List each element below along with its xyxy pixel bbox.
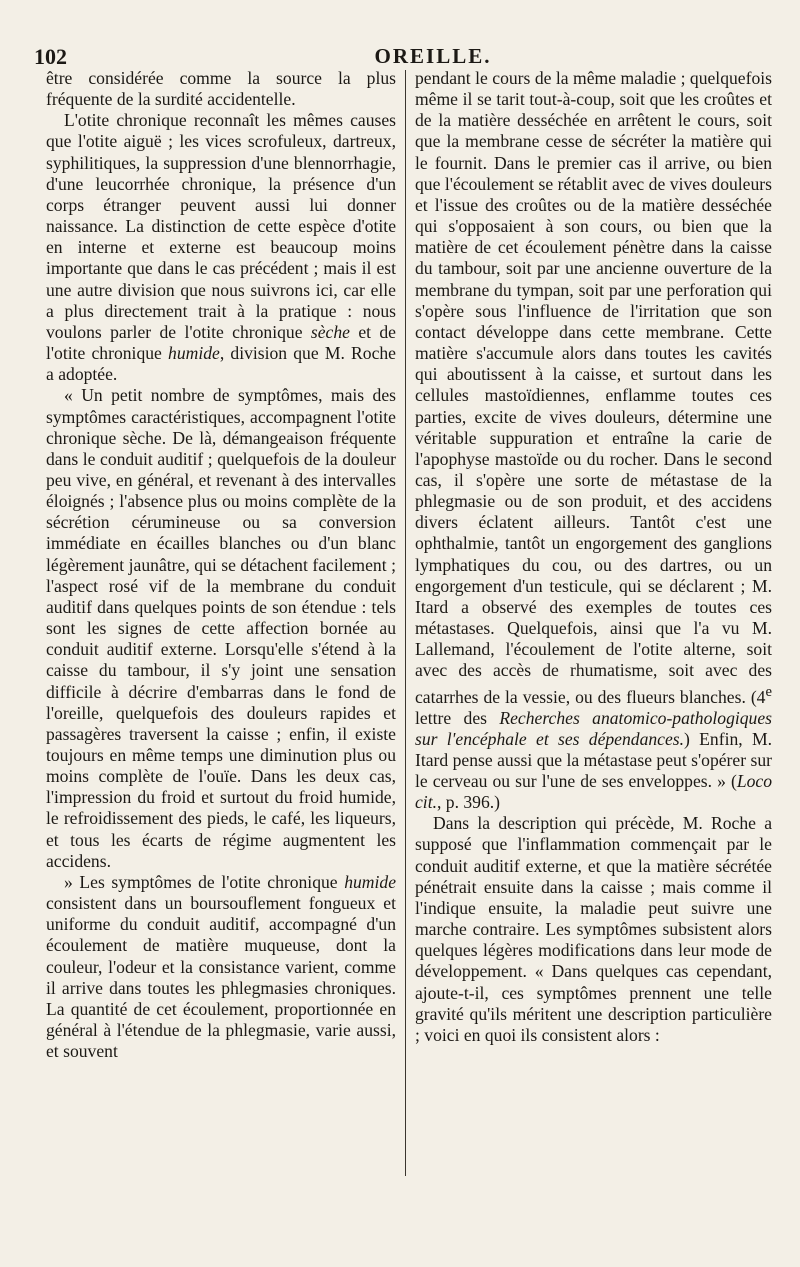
- column-divider: [405, 70, 406, 1176]
- paragraph: pendant le cours de la même maladie ; quelquefois même il se tarit tout-à-coup, soit que les croûtes et de la matière desséchée en arrêtent le cours, soit que la membrane cesse de sécréter la matière qui le fournit. Dans le premier cas il arrive, ou bien que l'écoulement se rétablit avec de vives douleurs et l'issue des croûtes ou de la matière desséchée qui s'opposaient à son cours, ou bien que la matière de cet écoulement pénètre dans la caisse du tambour, soit par une ancienne ouverture de la membrane du tympan, soit par une perforation qui s'opère sous l'influence de l'irritation que son contact développe dans cette membrane. Cette matière s'accumule alors dans toutes les cavités qui aboutissent à la caisse, et surtout dans les cellules mastoïdiennes, enflamme toutes ces parties, excite de vives douleurs, détermine une véritable suppuration et entraîne la carie de l'apophyse mastoïde ou du rocher. Dans le second cas, il s'opère une sorte de métastase de la phlegmasie ou de son produit, et des accidens divers éclatent ailleurs. Tantôt c'est une ophthalmie, tantôt un engorgement des ganglions lymphatiques du cou, ou des dartres, ou un engorgement d'un testicule, qui se déclarent ; M. Itard a observé des exemples de toutes ces métastases. Quelquefois, ainsi que l'a vu M. Lallemand, l'écoulement de l'otite alterne, soit avec des accès de rhumatisme, soit avec des catarrhes de la vessie, ou des flueurs blanches. (4e lettre des Recherches anatomico-pathologiques sur l'encéphale et ses dépendances.) Enfin, M. Itard pense aussi que la métastase peut s'opérer sur le cerveau ou sur l'une de ses enveloppes. » (Loco cit., p. 396.): [415, 68, 772, 813]
- paragraph: » Les symptômes de l'otite chronique humide consistent dans un boursouflement fongueux et uniforme du conduit auditif, accompagné d'un écoulement de matière muqueuse, dont la couleur, l'odeur et la consistance varient, comme il arrive dans toutes les phlegmasies chroniques. La quantité de cet écoulement, proportionnée en général à l'étendue de la phlegmasie, varie aussi, et souvent: [46, 871, 396, 1062]
- paragraph: être considérée comme la source la plus fréquente de la surdité accidentelle.: [46, 68, 396, 110]
- page-number: 102: [34, 44, 67, 69]
- paragraph: L'otite chronique reconnaît les mêmes causes que l'otite aiguë ; les vices scrofuleux, dartreux, syphilitiques, la suppression d'une blennorrhagie, d'une leucorrhée chronique, la présence d'un corps étranger peuvent aussi lui donner naissance. La distinction de cette espèce d'otite en interne et externe est beaucoup moins importante que dans le cas précédent ; mais il est une autre division que nous suivrons ici, car elle a plus directement trait à la pratique : nous voulons parler de l'otite chronique sèche et de l'otite chronique humide, division que M. Roche a adoptée.: [46, 110, 396, 385]
- right-column: [415, 68, 772, 1248]
- running-title: OREILLE.: [374, 44, 492, 68]
- paragraph: Dans la description qui précède, M. Roche a supposé que l'inflammation commençait par le conduit auditif externe, et que la matière sécrétée pénétrait ensuite dans la caisse ; mais comme il l'indique ensuite, la maladie peut suivre une marche contraire. Les symptômes subsistent alors quelques légères modifications dans leur mode de développement. « Dans quelques cas cependant, ajoute-t-il, ces symptômes prennent une telle gravité qu'ils méritent une description particulière ; voici en quoi ils consistent alors :: [415, 813, 772, 1045]
- paragraph: « Un petit nombre de symptômes, mais des symptômes caractéristiques, accompagnent l'otite chronique sèche. De là, démangeaison fréquente dans le conduit auditif ; quelquefois de la douleur peu vive, en général, et revenant à des intervalles éloignés ; l'absence plus ou moins complète de la sécrétion cérumineuse ou sa conversion immédiate en écailles blanches ou d'un blanc légèrement jaunâtre, qui se détachent facilement ; l'aspect rosé vif de la membrane du conduit auditif dans quelques points de son étendue : tels sont les signes de cette affection bornée au conduit auditif externe. Lorsqu'elle s'étend à la caisse du tambour, il s'y joint une sensation difficile à décrire d'embarras dans le fond de l'oreille, quelquefois des douleurs rapides et passagères traversent la caisse ; enfin, il existe toujours en même temps une diminution plus ou moins complète de l'ouïe. Dans les deux cas, l'impression du froid et surtout du froid humide, le refroidissement des pieds, le café, les liqueurs, et tous les écarts de régime augmentent les accidens.: [46, 385, 396, 871]
- left-column: [46, 68, 396, 1248]
